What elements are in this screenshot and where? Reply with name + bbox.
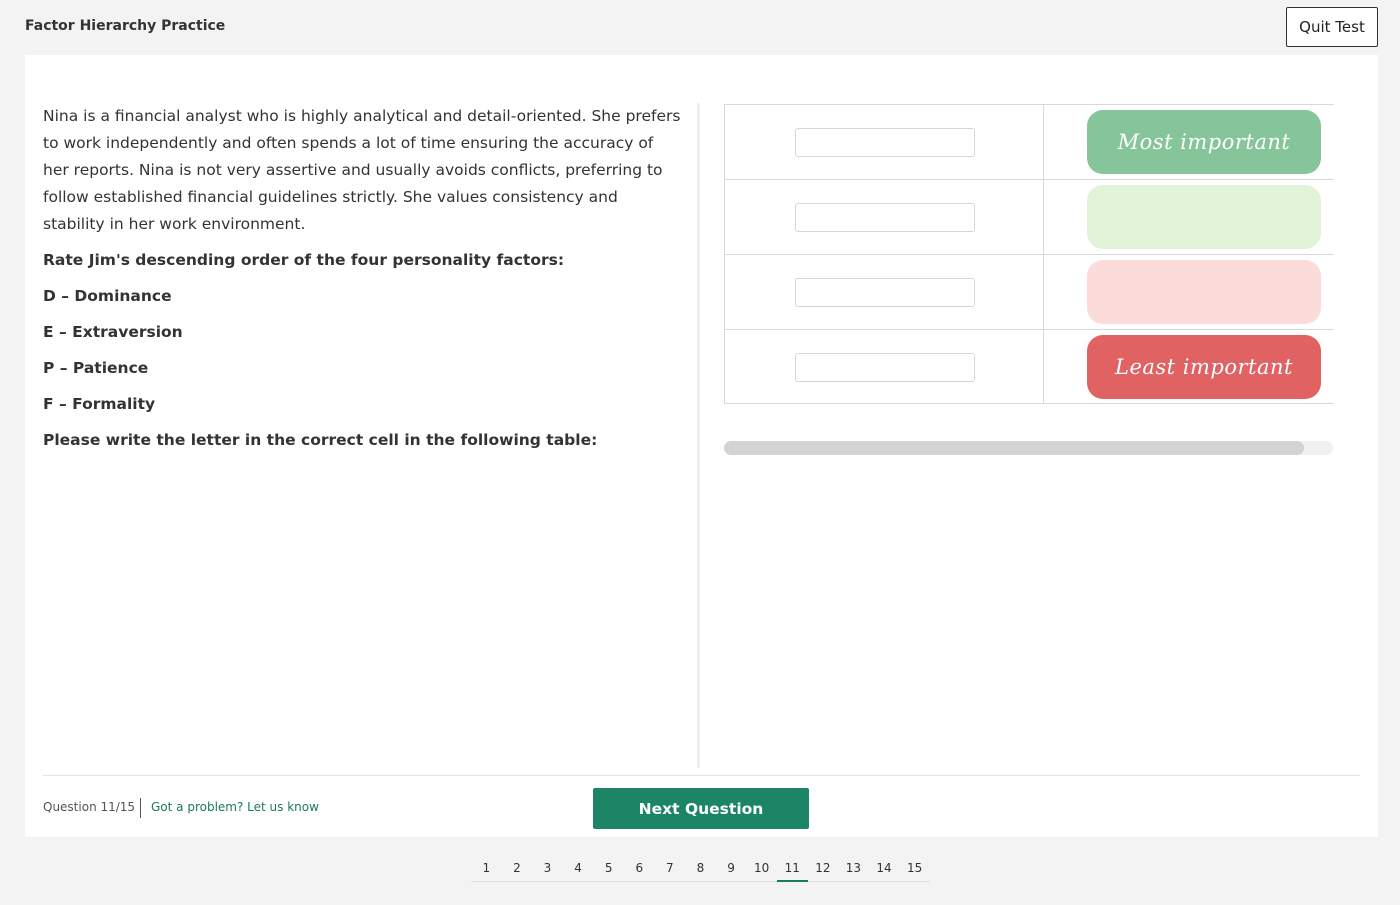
- page-item-14[interactable]: 14: [869, 857, 900, 882]
- page-item-11[interactable]: 11: [777, 857, 808, 882]
- footer-divider: [43, 775, 1360, 776]
- page-item-4[interactable]: 4: [563, 857, 594, 882]
- page-item-5[interactable]: 5: [593, 857, 624, 882]
- page-item-8[interactable]: 8: [685, 857, 716, 882]
- column-divider: [1043, 330, 1044, 403]
- page-item-12[interactable]: 12: [808, 857, 839, 882]
- question-instruction: Please write the letter in the correct cell in the following table:: [43, 431, 598, 449]
- question-passage: Nina is a financial analyst who is highly analytical and detail-oriented. She prefers to work independently and often spends a lot of time ensuring the accuracy of her reports. Nina is not very assertive and usually avoids conflicts, preferring to follow established financial guidelines strictly. She values consistency and stability in her work environment.: [43, 107, 681, 233]
- answer-table: [724, 104, 1334, 404]
- answer-input-2[interactable]: [795, 203, 975, 232]
- factor-item: D – Dominance: [43, 287, 172, 305]
- rank-pill-2: [1087, 185, 1321, 249]
- question-panel: [43, 103, 683, 454]
- answer-row: [725, 179, 1334, 254]
- next-question-button[interactable]: Next Question: [593, 788, 809, 829]
- answer-row: [725, 254, 1334, 329]
- rank-pill-3: [1087, 260, 1321, 324]
- page-item-7[interactable]: 7: [655, 857, 686, 882]
- question-card: [25, 55, 1378, 837]
- question-counter: Question 11/15: [43, 800, 136, 814]
- app-title: Factor Hierarchy Practice: [25, 18, 226, 34]
- page-item-6[interactable]: 6: [624, 857, 655, 882]
- quit-test-button[interactable]: Quit Test: [1286, 7, 1378, 47]
- panel-divider: [697, 103, 700, 768]
- factor-item: P – Patience: [43, 359, 149, 377]
- page-item-10[interactable]: 10: [746, 857, 777, 882]
- question-pagination: [471, 857, 930, 882]
- question-prompt: Rate Jim's descending order of the four personality factors:: [43, 251, 565, 269]
- answer-row: [725, 329, 1334, 404]
- column-divider: [1043, 255, 1044, 329]
- column-divider: [1043, 105, 1044, 179]
- answer-row: [725, 104, 1334, 179]
- column-divider: [1043, 180, 1044, 254]
- report-problem-link[interactable]: Got a problem? Let us know: [151, 800, 319, 814]
- page-item-13[interactable]: 13: [838, 857, 869, 882]
- horizontal-scrollbar[interactable]: [724, 441, 1333, 455]
- answer-input-1[interactable]: [795, 128, 975, 157]
- answer-input-3[interactable]: [795, 278, 975, 307]
- page-item-1[interactable]: 1: [471, 857, 502, 882]
- page-item-2[interactable]: 2: [502, 857, 533, 882]
- rank-pill-least-important: Least important: [1087, 335, 1321, 399]
- page-item-15[interactable]: 15: [899, 857, 930, 882]
- answer-input-4[interactable]: [795, 353, 975, 382]
- rank-pill-most-important: Most important: [1087, 110, 1321, 174]
- scrollbar-thumb[interactable]: [724, 441, 1304, 455]
- footer-separator: [140, 798, 141, 818]
- factor-item: F – Formality: [43, 395, 156, 413]
- factor-item: E – Extraversion: [43, 323, 183, 341]
- page-item-3[interactable]: 3: [532, 857, 563, 882]
- page-item-9[interactable]: 9: [716, 857, 747, 882]
